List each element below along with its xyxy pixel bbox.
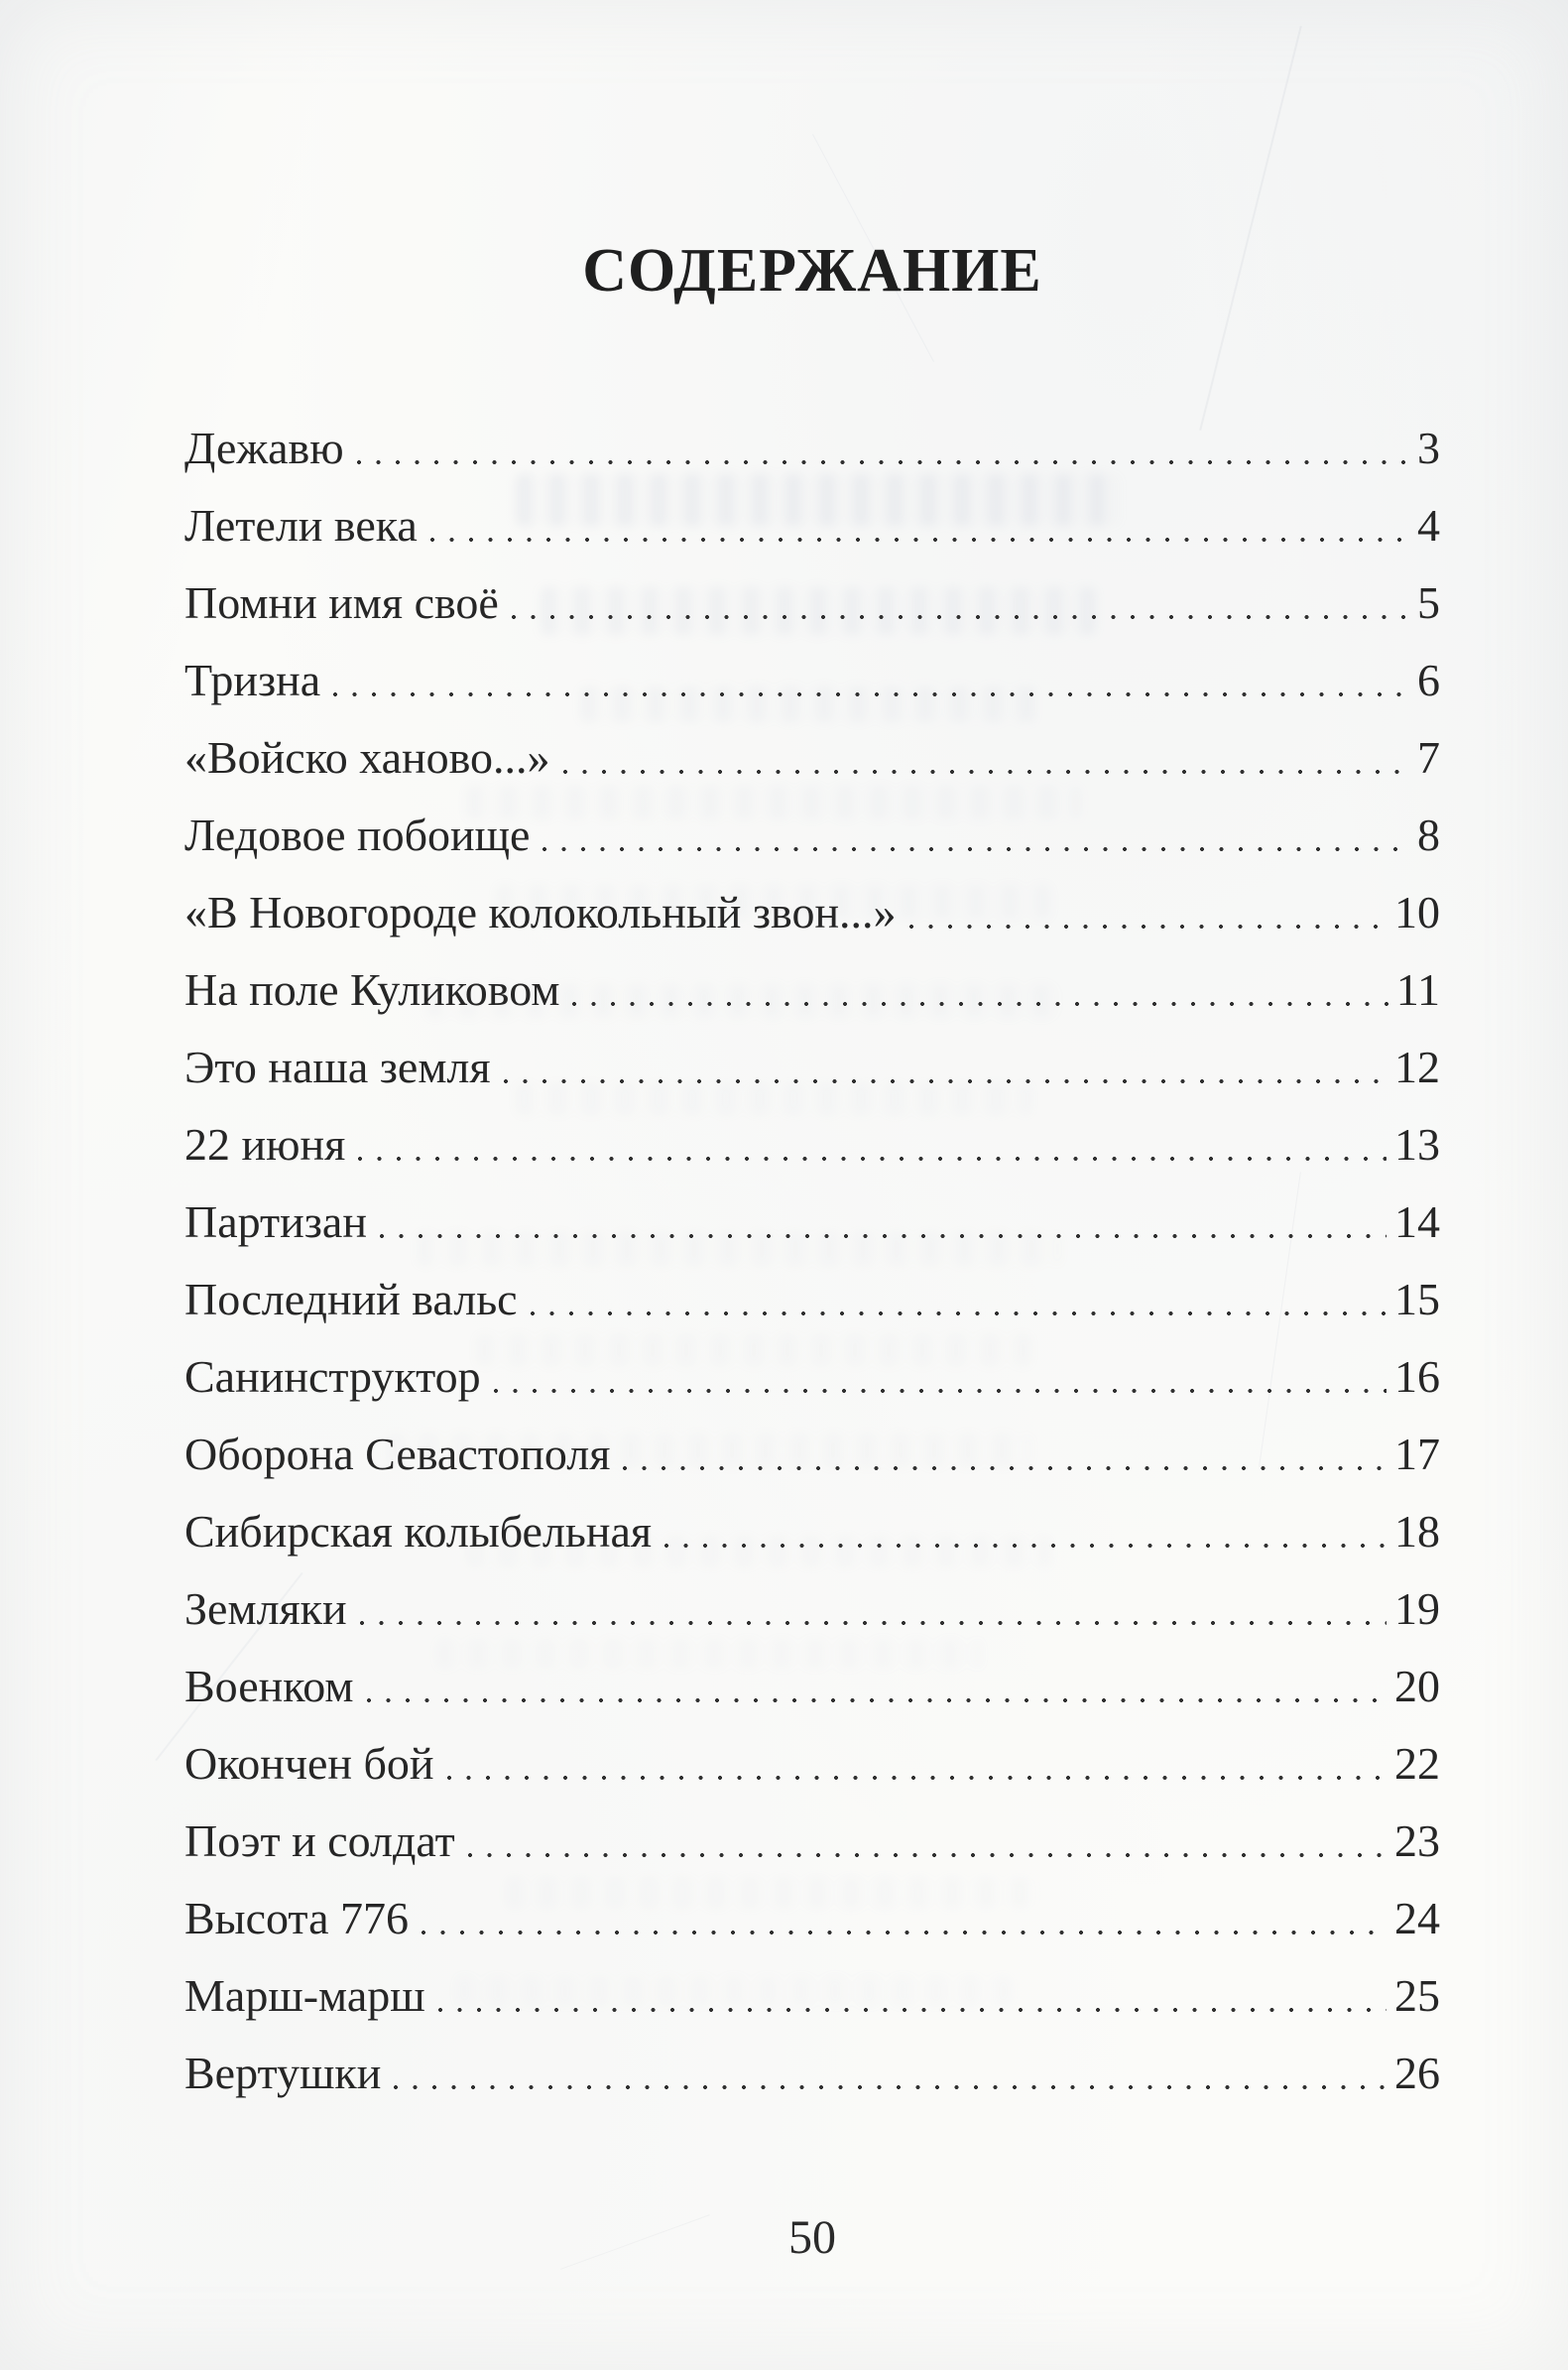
toc-entry-title: Ледовое побоище (184, 810, 531, 860)
toc-leader-dots (503, 1077, 1387, 1085)
toc-entry (184, 498, 1440, 554)
toc-entry-page: 20 (1394, 1661, 1440, 1711)
toc-entry-title: Сибирская колыбельная (184, 1506, 653, 1557)
toc-entry-title: На поле Куликовом (184, 964, 560, 1015)
page-number: 50 (788, 2211, 836, 2264)
toc-entry (184, 421, 1440, 476)
toc-leader-dots (908, 923, 1387, 931)
toc-entry-title: Земляки (184, 1583, 347, 1634)
toc-entry-title: Летели века (184, 500, 418, 551)
toc-entry-title: Марш-марш (184, 1970, 425, 2021)
page-title: СОДЕРЖАНИЕ (582, 236, 1042, 305)
toc-entry-page: 25 (1394, 1970, 1440, 2021)
toc-leader-dots (663, 1542, 1387, 1550)
toc-leader-dots (393, 2083, 1387, 2091)
toc-entry (184, 1581, 1440, 1637)
toc-leader-dots (511, 613, 1409, 621)
toc-entry (184, 1659, 1440, 1714)
toc-entry-page: 6 (1417, 655, 1440, 705)
toc-entry (184, 1427, 1440, 1482)
toc-entry (184, 1272, 1440, 1327)
toc-entry-page: 10 (1394, 887, 1440, 937)
toc-leader-dots (421, 1929, 1387, 1936)
toc-leader-dots (571, 1000, 1387, 1008)
toc-entry (184, 885, 1440, 940)
toc-entry (184, 962, 1440, 1018)
toc-entry (184, 1813, 1440, 1869)
toc-entry (184, 1194, 1440, 1250)
toc-entry-page: 19 (1394, 1583, 1440, 1634)
toc-entry-page: 14 (1394, 1196, 1440, 1247)
toc-entry-page: 3 (1417, 423, 1440, 473)
toc-entry-title: Оборона Севастополя (184, 1429, 611, 1479)
toc-leader-dots (622, 1464, 1387, 1472)
toc-entry-page: 15 (1394, 1274, 1440, 1324)
toc-entry-page: 26 (1394, 2048, 1440, 2098)
toc-entry-title: Окончен бой (184, 1738, 434, 1789)
toc-entry (184, 808, 1440, 863)
toc-entry (184, 1349, 1440, 1405)
toc-entry (184, 1040, 1440, 1095)
toc-leader-dots (437, 2006, 1387, 2014)
toc-entry (184, 1736, 1440, 1792)
toc-entry-title: «В Новогороде колокольный звон...» (184, 887, 897, 937)
toc-entry (184, 1504, 1440, 1559)
toc-entry-page: 4 (1417, 500, 1440, 551)
toc-leader-dots (467, 1851, 1387, 1859)
paper-scratch (1199, 26, 1302, 431)
toc-entry-page: 12 (1394, 1042, 1440, 1092)
toc-entry-title: «Войско ханово...» (184, 732, 550, 783)
toc-entry-page: 5 (1417, 577, 1440, 628)
toc-entry-title: Помни имя своё (184, 577, 499, 628)
toc-entry-page: 18 (1394, 1506, 1440, 1557)
toc-leader-dots (356, 458, 1409, 466)
toc-entry-page: 17 (1394, 1429, 1440, 1479)
toc-entry-title: Вертушки (184, 2048, 382, 2098)
toc-entry-page: 22 (1394, 1738, 1440, 1789)
toc-entry (184, 2046, 1440, 2101)
toc-entry (184, 1968, 1440, 2024)
toc-entry-page: 23 (1394, 1815, 1440, 1866)
toc-entry-title: Тризна (184, 655, 321, 705)
toc-entry-page: 11 (1395, 964, 1440, 1015)
toc-entry-title: Партизан (184, 1196, 367, 1247)
toc-entry (184, 1117, 1440, 1173)
toc-entry-page: 16 (1394, 1351, 1440, 1402)
toc-entry (184, 653, 1440, 708)
toc-list (184, 421, 1440, 2123)
toc-entry-page: 24 (1394, 1893, 1440, 1943)
toc-leader-dots (562, 768, 1409, 776)
toc-leader-dots (429, 536, 1409, 544)
toc-leader-dots (357, 1155, 1387, 1163)
toc-leader-dots (332, 690, 1409, 698)
toc-entry-title: Последний вальс (184, 1274, 518, 1324)
toc-leader-dots (542, 845, 1409, 853)
toc-entry-title: 22 июня (184, 1119, 346, 1170)
toc-entry (184, 730, 1440, 786)
toc-leader-dots (530, 1310, 1387, 1317)
toc-entry-title: Санинструктор (184, 1351, 481, 1402)
toc-entry-title: Это наша земля (184, 1042, 491, 1092)
toc-leader-dots (493, 1387, 1387, 1395)
toc-entry-title: Военком (184, 1661, 354, 1711)
toc-entry-title: Высота 776 (184, 1893, 409, 1943)
toc-entry-page: 8 (1417, 810, 1440, 860)
toc-entry (184, 575, 1440, 631)
toc-entry (184, 1891, 1440, 1946)
toc-entry-page: 7 (1417, 732, 1440, 783)
toc-entry-title: Поэт и солдат (184, 1815, 455, 1866)
toc-entry-title: Дежавю (184, 423, 344, 473)
toc-leader-dots (366, 1696, 1387, 1704)
toc-leader-dots (446, 1774, 1387, 1782)
toc-entry-page: 13 (1394, 1119, 1440, 1170)
toc-leader-dots (379, 1232, 1387, 1240)
toc-leader-dots (359, 1619, 1387, 1627)
